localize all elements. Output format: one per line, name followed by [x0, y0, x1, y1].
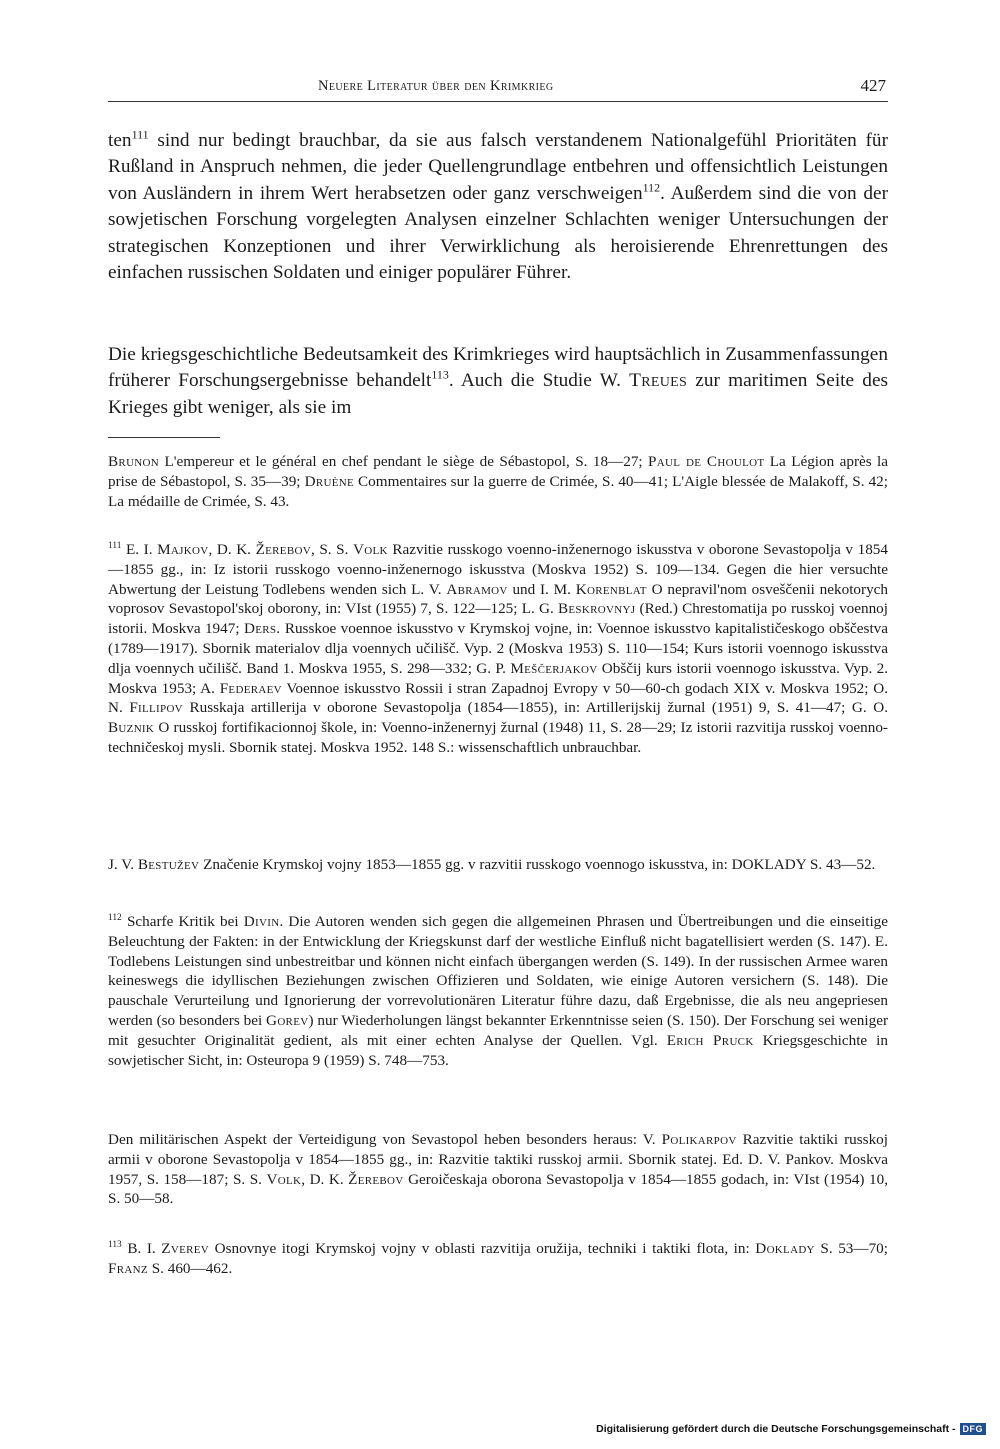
- body-paragraph-1: ten$^{111}$ sind nur bedingt brauchbar, da sie aus falsch verstandenem Nationalgefühl Prioritäten für Rußland in Anspruch nehmen, die jeder Quellengrundlage entbehren und offensichtlich Leistungen von Ausländern in ihrem Wert herabsetzen oder ganz verschweigen$^{112}$. Außerdem sind die von der sowjetischen Forschung vorgelegten Analysen einzelner Schlachten weniger Untersuchungen der strategischen Konzeptionen und ihrer Verwirklichung als heroisierende Ehrenrettungen des einfachen russischen Soldaten und einiger populärer Führer.: [108, 127, 888, 284]
- header-rule: [108, 101, 888, 102]
- footnote-ref-113: 113: [431, 367, 449, 382]
- footnote-113: $^{113}$ B. I. Zverev Osnovnye itogi Krymskoj vojny v oblasti razvitija oružija, techniki i taktiki flota, in: Doklady S. 53—70; Franz S. 460—462.: [108, 1239, 888, 1277]
- running-header: [108, 74, 888, 102]
- footnote-ref-112: 112: [642, 180, 661, 195]
- footnote-number: 111: [108, 540, 122, 551]
- digitization-note: Digitalisierung gefördert durch die Deutsche Forschungsgemeinschaft -: [596, 1423, 956, 1435]
- page-number: 427: [860, 76, 886, 95]
- running-title: Neuere Literatur über den Krimkrieg: [318, 78, 554, 94]
- footnote-112-continued: Den militärischen Aspekt der Verteidigung von Sevastopol heben besonders heraus: V. Polikarpov Razvitie taktiki russkoj armii v oborone Sevastopolja v 1854—1855 gg., in: Razvitie taktiki russkoj armii. Sbornik statej. Ed. D. V. Pankov. Moskva 1957, S. 158—187; S. S. Volk, D. K. Žerebov Geroičeskaja oborona Sevastopolja v 1854—1855 godach, in: VIst (1954) 10, S. 50—58.: [108, 1131, 889, 1208]
- footnote-separator: [108, 437, 220, 438]
- dfg-logo: DFG: [960, 1423, 987, 1435]
- footnote-continuation: Brunon L'empereur et le général en chef pendant le siège de Sébastopol, S. 18—27; Paul de Choulot La Légion après la prise de Sébastopol, S. 35—39; Druène Commentaires sur la guerre de Crimée, S. 40—41; L'Aigle blessée de Malakoff, S. 42; La médaille de Crimée, S. 43.: [108, 453, 889, 510]
- body-paragraph-2: Die kriegsgeschichtliche Bedeutsamkeit des Krimkrieges wird hauptsächlich in Zusammenfassungen früherer Forschungsergebnisse behandelt$^{113}$. Auch die Studie W. Treues zur maritimen Seite des Krieges gibt weniger, als sie im: [108, 344, 888, 418]
- footnote-111-continued: J. V. Bestužev Značenie Krymskoj vojny 1853—1855 gg. v razvitii russkogo voennogo iskusstva, in: DOKLADY S. 43—52.: [108, 856, 876, 873]
- digitization-footer: [596, 1423, 986, 1435]
- footnote-number: 113: [108, 1239, 122, 1250]
- footnote-111: $^{111}$ E. I. Majkov, D. K. Žerebov, S. S. Volk Razvitie russkogo voenno-inženernogo iskusstva v oborone Sevastopolja v 1854—1855 gg., in: Iz istorii russkogo voenno-inženernogo iskusstva (Moskva 1952) S. 109—134. Gegen die hier versuchte Abwertung der Leistung Todlebens wenden sich L. V. Abramov und I. M. Korenblat O nepravil'nom osveščenii nekotorych voprosov Sevastopol'skoj oborony, in: VIst (1955) 7, S. 122—125; L. G. Beskrovnyj (Red.) Chrestomatija po russkoj voennoj istorii. Moskva 1947; Ders. Russkoe voennoe iskusstvo v Krymskoj vojne, in: Voennoe iskusstvo kapitalističeskogo obščestva (1789—1917). Sbornik materialov dlja voennych učilišč. Vyp. 2 (Moskva 1953) S. 110—154; Kurs istorii voennogo iskusstva dlja voennych učilišč. Band 1. Moskva 1955, S. 298—332; G. P. Meščerjakov Obščij kurs istorii voennogo iskusstva. Vyp. 2. Moskva 1953; A. Federaev Voennoe iskusstvo Rossii i stran Zapadnoj Evropy v 50—60-ch godach XIX v. Moskva 1952; O. N. Fillipov Russkaja artillerija v oborone Sevastopolja (1854—1855), in: Artillerijskij žurnal (1951) 9, S. 41—47; G. O. Buznik O russkoj fortifikacionnoj škole, in: Voenno-inženernyj žurnal (1948) 11, S. 28—29; Iz istorii razvitija russkoj voenno-techničeskoj mysli. Sbornik statej. Moskva 1952. 148 S.: wissenschaftlich unbrauchbar.: [108, 540, 889, 756]
- footnote-112: $^{112}$ Scharfe Kritik bei Divin. Die Autoren wenden sich gegen die allgemeinen Phrasen und Übertreibungen und die einseitige Beleuchtung der Fakten: in der Entwicklung der Kriegskunst darf der westliche Einfluß nicht bagatellisiert werden (S. 147). E. Todlebens Leistungen sind unbestreitbar und können nicht einfach übergangen werden (S. 149). In der russischen Armee waren keineswegs die idyllischen Beziehungen zwischen Offizieren und Soldaten, wie einige Autoren versichern (S. 148). Die pauschale Verurteilung und Ignorierung der vorrevolutionären Literatur führe dazu, daß Ergebnisse, die als neu angepriesen werden (so besonders bei Gorev) nur Wiederholungen längst bekannter Erkenntnisse seien (S. 150). Der Forschung sei weniger mit gesuchter Originalität gedient, als mit einer echten Analyse der Quellen. Vgl. Erich Pruck Kriegsgeschichte in sowjetischer Sicht, in: Osteuropa 9 (1959) S. 748—753.: [108, 912, 889, 1069]
- footnote-ref-111: 111: [131, 127, 149, 142]
- footnote-number: 112: [108, 912, 122, 923]
